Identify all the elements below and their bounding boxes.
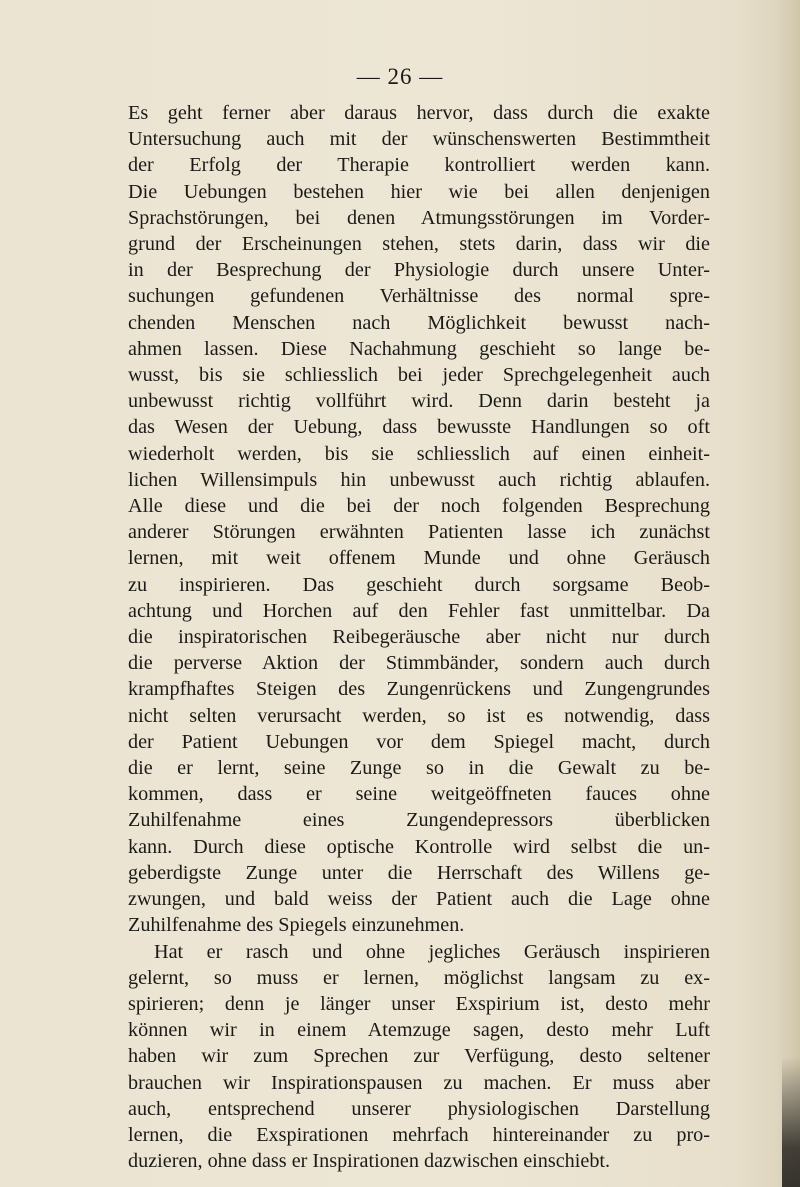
text-line: die perverse Aktion der Stimmbänder, sondern auch durch xyxy=(128,652,710,675)
text-line: ahmen lassen. Diese Nachahmung geschieht so lange be- xyxy=(128,337,710,360)
text-line: lichen Willensimpuls hin unbewusst auch richtig ablaufen. xyxy=(128,468,710,491)
text-line: nicht selten verursacht werden, so ist es notwendig, dass xyxy=(128,704,710,727)
text-line: Untersuchung auch mit der wünschenswerten Bestimmtheit xyxy=(128,128,710,151)
text-line: chenden Menschen nach Möglichkeit bewusst nach- xyxy=(128,311,710,334)
text-line: Hat er rasch und ohne jegliches Geräusch inspirieren xyxy=(154,940,710,963)
text-line: suchungen gefundenen Verhältnisse des normal spre- xyxy=(128,285,710,308)
text-line: lernen, mit weit offenem Munde und ohne Geräusch xyxy=(128,547,710,570)
text-line: der Patient Uebungen vor dem Spiegel macht, durch xyxy=(128,730,710,753)
text-line: geberdigste Zunge unter die Herrschaft des Willens ge- xyxy=(128,861,710,884)
text-line: krampfhaftes Steigen des Zungenrückens und Zungengrundes xyxy=(128,678,710,701)
text-line: auch, entsprechend unserer physiologischen Darstellung xyxy=(128,1097,710,1120)
text-line: wusst, bis sie schliesslich bei jeder Sprechgelegenheit auch xyxy=(128,364,710,387)
text-line: in der Besprechung der Physiologie durch unsere Unter- xyxy=(128,259,710,282)
text-line: können wir in einem Atemzuge sagen, desto mehr Luft xyxy=(128,1019,710,1042)
page-edge-shadow xyxy=(778,0,800,1187)
text-line: Es geht ferner aber daraus hervor, dass durch die exakte xyxy=(128,102,710,124)
text-line: Die Uebungen bestehen hier wie bei allen denjenigen xyxy=(128,180,710,203)
text-line: der Erfolg der Therapie kontrolliert werden kann. xyxy=(128,154,710,177)
text-line: haben wir zum Sprechen zur Verfügung, desto seltener xyxy=(128,1045,710,1068)
text-line: das Wesen der Uebung, dass bewusste Handlungen so oft xyxy=(128,416,710,439)
text-line: duzieren, ohne dass er Inspirationen dazwischen einschiebt. xyxy=(128,1150,611,1173)
text-line: Zuhilfenahme des Spiegels einzunehmen. xyxy=(128,914,465,937)
page-number: — 26 — xyxy=(356,64,444,89)
text-line: zu inspirieren. Das geschieht durch sorgsame Beob- xyxy=(128,573,710,596)
text-line: lernen, die Exspirationen mehrfach hintereinander zu pro- xyxy=(128,1123,710,1146)
text-line: zwungen, und bald weiss der Patient auch die Lage ohne xyxy=(128,888,710,911)
text-line: Zuhilfenahme eines Zungendepressors überblicken xyxy=(128,809,710,832)
text-line: kann. Durch diese optische Kontrolle wird selbst die un- xyxy=(128,835,710,858)
text-line: Alle diese und die bei der noch folgenden Besprechung xyxy=(128,495,710,518)
body-text xyxy=(128,100,710,1174)
text-line: die er lernt, seine Zunge so in die Gewalt zu be- xyxy=(128,757,710,780)
text-line: spirieren; denn je länger unser Exspirium ist, desto mehr xyxy=(128,992,710,1015)
text-line: unbewusst richtig vollführt wird. Denn darin besteht ja xyxy=(128,390,710,413)
text-line: Sprachstörungen, bei denen Atmungsstörungen im Vorder- xyxy=(128,206,710,229)
paragraph-1 xyxy=(128,100,710,939)
text-line: wiederholt werden, bis sie schliesslich auf einen einheit- xyxy=(128,442,710,465)
text-line: kommen, dass er seine weitgeöffneten fauces ohne xyxy=(128,783,710,806)
text-line: achtung und Horchen auf den Fehler fast unmittelbar. Da xyxy=(128,599,710,622)
text-line: gelernt, so muss er lernen, möglichst langsam zu ex- xyxy=(128,966,710,989)
text-line: brauchen wir Inspirationspausen zu machen. Er muss aber xyxy=(128,1071,710,1094)
text-line: die inspiratorischen Reibegeräusche aber nicht nur durch xyxy=(128,626,710,649)
page-corner-shadow xyxy=(782,1057,800,1187)
text-line: grund der Erscheinungen stehen, stets darin, dass wir die xyxy=(128,233,710,256)
text-line: anderer Störungen erwähnten Patienten lasse ich zunächst xyxy=(128,521,710,544)
paragraph-2 xyxy=(128,939,710,1175)
